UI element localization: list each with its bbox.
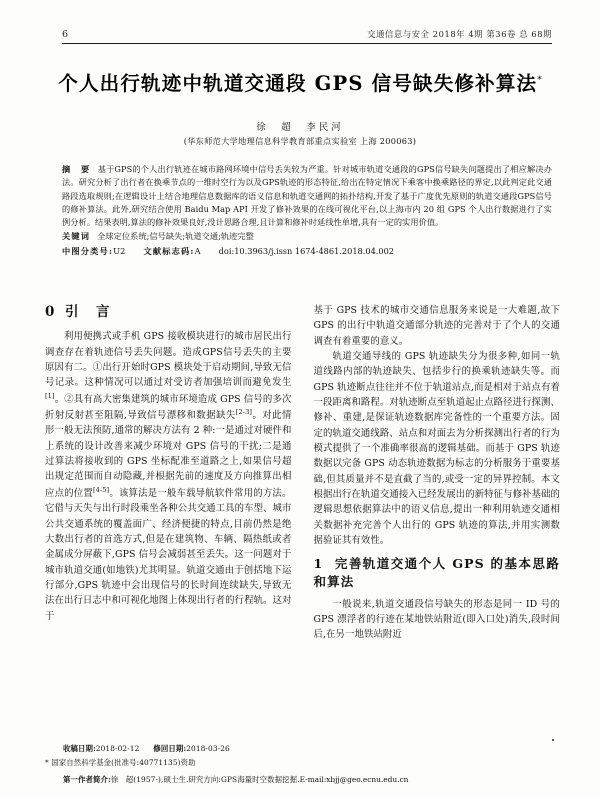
left-column-paragraph-1 (45, 329, 292, 624)
section-heading-1 (314, 555, 561, 591)
page-folio-number: 6 (62, 29, 69, 40)
author-bio-note (45, 773, 560, 787)
abstract-block (62, 163, 552, 259)
document-code-segment (143, 246, 200, 256)
section-heading-0 (45, 303, 292, 321)
revised-value: 2018-03-26 (186, 743, 230, 753)
right-column (314, 303, 561, 722)
title-footnote-marker: * (537, 75, 542, 86)
right-column-paragraph-2: 一般说来,轨道交通段信号缺失的形态是同一 ID 号的 GPS 漂浮者的行迹在某地铁站附近(即入口处)消失,段时间后,在另一地铁站附近 (313, 598, 560, 641)
received-value: 2018-02-12 (95, 743, 140, 753)
section-number-0: 0 (45, 304, 57, 320)
author-bio-text: 徐 超(1957-),硕士生.研究方向:GPS海量时空数据挖掘. (110, 775, 300, 785)
header-rule (62, 43, 552, 44)
classification-paragraph (62, 245, 552, 258)
section-title-0: 引 言 (65, 304, 112, 320)
funding-note: * 国家自然科学基金(批准号:40771135)资助 (45, 757, 196, 767)
abstract-text: 基于GPS的个人出行轨迹在城市路网环境中信号丢失较为严重。针对城市轨道交通段的GPS信号缺失问题提出了相应解决办法。研究分析了出行者在换乘节点的一维时空行为以及GPS轨迹的形态特征,给出在特定情况下乘客中换乘路径的界定,以此判定此交通路段选取规则;在逻辑设计上结合地理信息数据库的语义信息和轨道交通网的拓扑结构,开发了基于广度优先原则的轨道交通段GPS信号的修补算法。此外,研究结合使用 Baidu Map API 开发了修补效果的在线可视化平台,以上海市内 20 组 GPS 个人出行数据进行了实例分析。结果表明,算法的修补效果良好,没计思路合理,且计算和修补时延线性单增,具有一定的实用价值。 (62, 164, 552, 228)
doi-text: doi:10.3963/j.issn 1674-4861.2018.04.002 (218, 245, 395, 256)
keywords-text: 全球定位系统;信号缺失;轨道交通;轨迹完整 (97, 231, 254, 242)
right-column-lead-paragraph: 基于 GPS 技术的城市交通信息服务来说是一大难题,故下 GPS 的出行中轨道交通部分轨迹的完善对于了个人的交通调查有着重要的意义。 (313, 305, 560, 347)
journal-citation-line: 交通信息与安全 2018年 4期 第36卷 总 68期 (367, 29, 552, 39)
author-email: E-mail:xbjj@geo.ecnu.edu.cn (299, 775, 409, 785)
author-affiliation: (华东师范大学地理信息科学教育部重点实验室 上海 200063) (183, 136, 417, 146)
document-code-label: 文献标志码: (143, 245, 195, 256)
keywords-label: 关键词 (62, 231, 91, 242)
received-label: 收稿日期: (63, 743, 96, 753)
keywords-paragraph (62, 230, 552, 243)
section-title-1: 完善轨道交通个人 GPS 的基本思路和算法 (313, 556, 560, 590)
classification-segment (62, 246, 125, 256)
article-authors: 徐 超 李民河 (256, 122, 344, 133)
footnote-area (45, 742, 560, 787)
left-column (45, 303, 292, 722)
section-number-1: 1 (313, 556, 324, 572)
classification-value: U2 (113, 245, 126, 256)
document-code-value: A (194, 245, 201, 256)
article-title-text: 个人出行轨迹中轨道交通段 GPS 信号缺失修补算法 (58, 72, 538, 95)
page-speck (552, 739, 554, 741)
author-bio-label: 第一作者简介: (63, 775, 111, 785)
abstract-paragraph (62, 163, 552, 229)
revised-label: 修回日期: (153, 743, 187, 753)
body-columns (45, 303, 560, 722)
right-column-paragraph-1: 轨道交通导线的 GPS 轨迹缺失分为很多种,如同一轨道线路内部的轨迹缺失、包括步行的换乘轨迹缺失等。而 GPS 轨迹断点往往并不位于轨道站点,而是相对于站点有着一段距离和路程。对轨迹断点至轨道起止点路径进行探测、修补、重建,是保证轨迹数据库完备性的一个重要方法。固定的轨道交通线路、站点和对面去为分析探测出行者的行为模式提供了一个准确率很高的逻辑基础。而基于 GPS 轨迹数据以完备 GPS 动态轨迹数据为标志的分析服务于重要基础,但其质量并不是直截了当的,或受一定的异界控制。本文根据出行在轨道交通接入已经发展出的新特征与修补基础的逻辑思想依据算法中的语义信息,提出一种利用轨迹交通相关数据补充完善个人出行的 GPS 轨迹的算法,并用实测数据验证其有效性。 (313, 350, 560, 546)
article-title (40, 72, 560, 96)
footnote-dates (45, 742, 560, 756)
abstract-label: 摘 要 (62, 164, 91, 174)
left-column-paragraph-1-text: 利用便携式或手机 GPS 接收模块进行的城市居民出行调查存在着轨迹信号丢失问题。造成GPS信号丢失的主要原因有二。①出行开始时GPS 模块处于启动期间,导致无信号记录。这种情况可以通过对受访者加强培训而避免发生[1]。②具有高大密集建筑的城市环境造成 GPS 信号的多次折射反射甚至阻隔,导致信号漂移和数据缺失[2-3]。对此情形一般无法预防,通常的解决方法有 2 种:一是通过对硬件和上系统的设计改善来减少环境对 GPS 信号的干扰;二是通过算法将接收到的 GPS 坐标配准至道路之上,如果信号超出规定范围而自动隐藏,并根据先前的速度及方向推算出相应点的位置[4-5]。该算法是一般车载导航软件常用的方法。它借与天失与出行时段乘坐各种公共交通工具的车型、城市公共交通系统的覆盖面广、经济便捷的特点,目前仍然是绝大数出行者的首选方式,但是在建筑物、车辆、隔热纸或者金属成分屏蔽下,GPS 信号会减弱甚至丢失。这一问题对于城市轨道交通(如地铁)尤其明显。轨道交通由于创括地下运行部分,GPS 轨迹中会出现信号的长时间连续缺失,导致无法在出行日志中和可视化地图上体现出行者的行程轨。这对于 (45, 331, 292, 622)
classification-label: 中图分类号: (62, 245, 114, 256)
running-head (62, 24, 552, 40)
